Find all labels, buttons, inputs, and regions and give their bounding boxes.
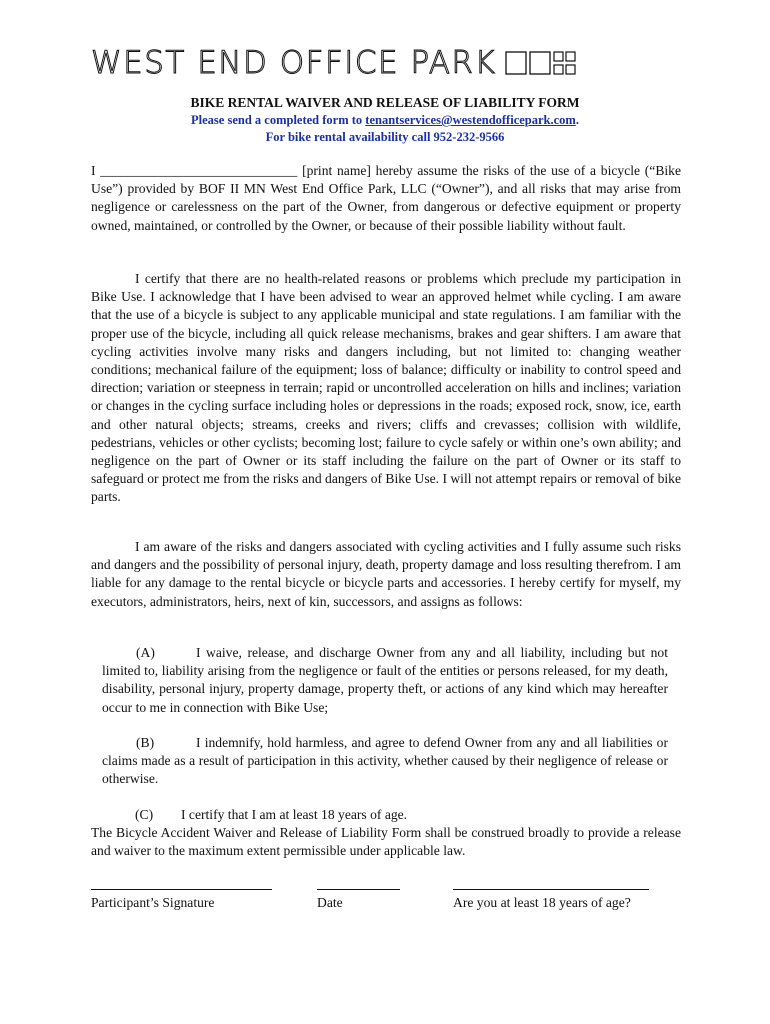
paragraph-certification: [91, 270, 681, 507]
clause-label: (C): [135, 807, 154, 822]
paragraph-risks: [91, 538, 681, 611]
email-link[interactable]: tenantservices@westendofficepark.com: [365, 113, 576, 127]
clause-c: [91, 806, 681, 824]
closing-paragraph: The Bicycle Accident Waiver and Release of Liability Form shall be construed broadly to provide a release and waiver to the maximum extent permissible under applicable law.: [91, 825, 681, 859]
date-label: Date: [317, 895, 343, 910]
logo: [91, 43, 691, 83]
paragraph-text: I _____________________________ [print name] hereby assume the risks of the use of a bicycle (“Bike Use”) provided by BOF II MN West End Office Park, LLC (“Owner”), and all risks that may arise from negligence or carelessness on the part of the Owner, from dangerous or defective equipment or property owned, maintained, or controlled by the Owner, or because of their possible liability without fault.: [91, 163, 681, 233]
paragraph-assumption: [91, 162, 681, 235]
instruction-suffix: .: [575, 113, 579, 127]
clause-text: I certify that I am at least 18 years of age.: [181, 807, 408, 822]
clause-label: (B): [136, 735, 155, 750]
clause-text: I waive, release, and discharge Owner from any and all liability, including but not limited to, liability arising from the negligence or fault of the entities or persons released, for my death, disability, personal injury, property damage, property theft, or actions of any kind which may hereafter occur to me in connection with Bike Use;: [102, 645, 668, 715]
submission-instructions: [0, 113, 770, 128]
clause-label: (A): [136, 645, 155, 660]
instruction-prefix: Please send a completed form to: [191, 113, 366, 127]
participant-signature-label: Participant’s Signature: [91, 895, 215, 910]
paragraph-text: I am aware of the risks and dangers associated with cycling activities and I fully assume such risks and dangers and the possibility of personal injury, death, property damage and loss resulting therefrom. I am liable for any damage to the rental bicycle or bicycle parts and accessories. I hereby certify for myself, my executors, administrators, heirs, next of kin, successors, and assigns as follows:: [91, 539, 681, 609]
clause-c-and-closing: [91, 806, 681, 861]
clause-text: I indemnify, hold harmless, and agree to defend Owner from any and all liabilities or claims made as a result of participation in this activity, whether caused by their negligence of release or otherwise.: [102, 735, 668, 787]
availability-phone: For bike rental availability call 952-232-9566: [265, 130, 505, 144]
paragraph-text: I certify that there are no health-related reasons or problems which preclude my participation in Bike Use. I acknowledge that I have been advised to wear an approved helmet while cycling. I am aware that the use of a bicycle is subject to any applicable municipal and state regulations. I am familiar with the proper use of the bicycle, including all quick release mechanisms, brakes and gear shifters. I am aware that cycling activities involve many risks and dangers including, but not limited to: changing weather conditions; mechanical failure of the equipment; loss of balance; difficulty or inability to control speed and direction; variation or steepness in terrain; rapid or uncontrolled acceleration on hills and inclines; variation or changes in the cycling surface including holes or depressions in the roads; exposed rock, snow, ice, earth and other natural objects; streams, creeks and rivers; cliffs and crevasses; collision with wildlife, pedestrians, vehicles or other cyclists; becoming lost; failure to cycle safely or within one’s own ability; and negligence on the part of Owner or its staff including the failure on the part of Owner or its staff to safeguard or protect me from the risks and dangers of Bike Use. I will not attempt repairs or removal of bike parts.: [91, 271, 682, 505]
form-title: BIKE RENTAL WAIVER AND RELEASE OF LIABILITY FORM: [190, 95, 580, 110]
clause-b: [102, 734, 668, 789]
date-line[interactable]: [317, 889, 400, 890]
clause-a: [102, 644, 668, 717]
logo-mark-icon: [505, 50, 577, 76]
logo-text: WEST END OFFICE PARK: [91, 45, 497, 81]
age-question-label: Are you at least 18 years of age?: [453, 895, 631, 910]
age-answer-line[interactable]: [453, 889, 649, 890]
participant-signature-line[interactable]: [91, 889, 272, 890]
